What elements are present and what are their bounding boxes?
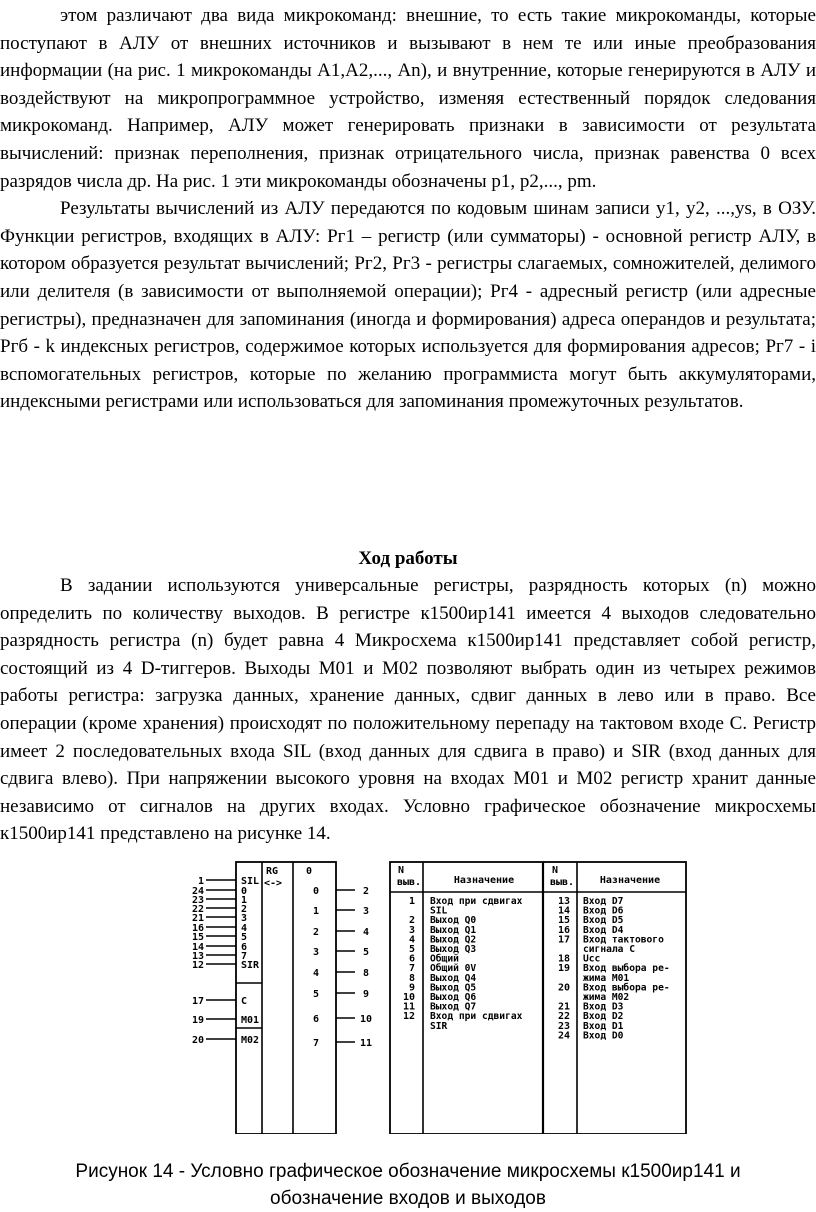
pin-number-22: 22: [557, 1011, 570, 1023]
pin-purpose-17-cont: сигнала С: [583, 944, 635, 955]
pin-purpose-15: Вход D5: [583, 915, 624, 927]
pin-number-12: 12: [402, 1011, 415, 1023]
input-pin-16: 16: [191, 923, 204, 934]
pin-number-11: 11: [402, 1001, 415, 1013]
input-pin-14: 14: [191, 942, 204, 953]
pin-purpose-2: Выход Q0: [430, 915, 477, 927]
output-pin-10: 10: [359, 1014, 373, 1025]
pin-purpose-4: Выход Q2: [430, 934, 477, 946]
header-num-left: выв.: [397, 877, 422, 888]
pin-number-23: 23: [557, 1020, 570, 1032]
output-pin-2: 2: [362, 886, 370, 897]
pin-purpose-9: Выход Q5: [430, 982, 477, 994]
input-pin-1: 1: [197, 876, 204, 887]
pin-purpose-19-cont: жима М01: [583, 972, 630, 984]
pin-purpose-20: Вход выбора ре-: [583, 982, 670, 994]
pin-purpose-20-cont: жима М02: [583, 992, 630, 1003]
pin-number-4: 4: [408, 934, 415, 946]
input-label-21: 3: [241, 913, 248, 924]
pin-number-24: 24: [557, 1030, 570, 1042]
input-pin-20: 20: [191, 1035, 204, 1046]
pin-purpose-12: Вход при сдвигах: [430, 1011, 523, 1023]
pin-purpose-10: Выход Q6: [430, 992, 477, 1003]
pin-purpose-13: Вход D7: [583, 896, 624, 907]
paragraph-2: Результаты вычислений из АЛУ передаются по кодовым шинам записи у1, у2, ...,ys, в ОЗУ. Функции регистров, входящих в АЛУ: Рг1 – регистр (или сумматоры) - основной регистр АЛУ, в котором образуется результат вычислений; Рг2, Рг3 - регистры слагаемых, сомножителей, делимого или делителя (в зависимости от выполняемой операции); Рг4 - адресный регистр (или адресные регистры), предназначен для запоминания (иногда и формирования) адреса операндов и результата; Ргб - k индексных регистров, содержимое которых используется для формирования адресов; Рг7 - i вспомогательных регистров, которые по желанию программиста могут быть аккумуляторами, индексными регистрами или использоваться для запоминания промежуточных результатов.: [0, 198, 816, 413]
pin-purpose-7: Общий 0V: [430, 963, 477, 975]
pin-purpose-19: Вход выбора ре-: [583, 963, 670, 975]
output-bit-2: 2: [312, 927, 320, 938]
input-pin-24: 24: [191, 886, 204, 897]
input-pin-21: 21: [191, 913, 204, 924]
output-bit-5: 5: [312, 989, 320, 1000]
input-label-14: 6: [241, 942, 248, 953]
pin-purpose-23: Вход D1: [583, 1020, 624, 1032]
pin-purpose-1-cont: SIL: [430, 905, 448, 917]
pin-number-18: 18: [557, 953, 570, 965]
pin-purpose-11: Выход Q7: [430, 1001, 477, 1013]
header-purpose-left: Назначение: [453, 875, 515, 886]
caption-line-2: обозначение входов и выходов: [270, 1188, 546, 1209]
pin-number-20: 20: [557, 982, 570, 994]
input-label-1: SIL: [241, 876, 260, 887]
output-bit-7: 7: [312, 1038, 320, 1049]
input-label-15: 5: [241, 932, 248, 943]
paragraph-3: В задании используются универсальные регистры, разрядность которых (n) можно определить по количеству выходов. В регистре к1500ир141 имеется 4 выходов следовательно разрядность регистра (n) будет равна 4 Микросхема к1500ир141 представляет собой регистр, состоящий из 4 D-тиггеров. Выходы М01 и М02 позволяют выбрать один из четырех режимов работы регистра: загрузка данных, хранение данных, сдвиг данных в лево или в право. Все операции (кроме хранения) происходят по положительному перепаду на тактовом входе С. Регистр имеет 2 последовательных входа SIL (вход данных для сдвига в право) и SIR (вход данных для сдвига влево). При напряжении высокого уровня на входах М01 и М02 регистр хранит данные независимо от сигналов на других входах. Условно графическое обозначение микросхемы к1500ир141 представлено на рисунке 14.: [0, 575, 816, 845]
register-symbol-box: [236, 862, 336, 1134]
pin-number-19: 19: [557, 963, 570, 975]
pin-purpose-12-cont: SIR: [430, 1020, 448, 1032]
output-pin-8: 8: [362, 968, 370, 979]
output-pin-9: 9: [362, 989, 370, 1000]
pin-purpose-17: Вход тактового: [583, 934, 664, 946]
pin-purpose-16: Вход D4: [583, 924, 624, 936]
pin-purpose-5: Выход Q3: [430, 944, 477, 955]
header-n-right: N: [552, 865, 559, 876]
input-pin-12: 12: [191, 960, 204, 971]
body-text-top: [0, 2, 816, 416]
pin-purpose-22: Вход D2: [583, 1011, 624, 1023]
input-label-22: 2: [241, 904, 248, 915]
output-bit-3: 3: [312, 947, 320, 958]
figure-caption: [0, 1158, 816, 1212]
header-n-left: N: [398, 865, 405, 876]
output-bit-0: 0: [312, 886, 320, 897]
output-bit-1: 1: [312, 906, 320, 917]
input-label-17: C: [241, 996, 248, 1007]
section-heading: Ход работы: [358, 548, 458, 569]
pin-purpose-14: Вход D6: [583, 905, 624, 917]
pin-purpose-21: Вход D3: [583, 1001, 624, 1013]
pin-purpose-6: Общий: [430, 953, 459, 965]
outputs-header: 0: [306, 866, 313, 877]
pin-purpose-24: Вход D0: [583, 1030, 624, 1042]
header-num-right: выв.: [550, 877, 575, 888]
output-pin-4: 4: [362, 927, 370, 938]
input-label-16: 4: [241, 923, 248, 934]
input-pin-15: 15: [191, 932, 204, 943]
pin-purpose-3: Выход Q1: [430, 924, 477, 936]
input-label-20: M02: [241, 1035, 260, 1046]
pin-number-14: 14: [557, 905, 570, 917]
pin-number-8: 8: [408, 972, 415, 984]
pin-number-13: 13: [557, 896, 570, 907]
pin-purpose-8: Выход Q4: [430, 972, 477, 984]
input-label-23: 1: [241, 895, 248, 906]
input-pin-22: 22: [191, 904, 204, 915]
input-pin-13: 13: [191, 951, 204, 962]
rg-arrow-label: <->: [264, 878, 283, 889]
input-pin-19: 19: [191, 1015, 204, 1026]
output-bit-6: 6: [312, 1014, 320, 1025]
header-purpose-right: Назначение: [599, 875, 661, 886]
pin-number-7: 7: [408, 963, 415, 975]
output-pin-3: 3: [362, 906, 370, 917]
pin-number-6: 6: [408, 953, 415, 965]
output-pin-11: 11: [359, 1038, 373, 1049]
pin-number-5: 5: [408, 944, 415, 955]
caption-line-1: Рисунок 14 - Условно графическое обозначение микросхемы к1500ир141 и: [75, 1161, 741, 1182]
pin-purpose-1: Вход при сдвигах: [430, 896, 523, 907]
pin-number-10: 10: [402, 992, 415, 1003]
pin-number-3: 3: [408, 924, 415, 936]
pin-number-16: 16: [557, 924, 570, 936]
pin-number-2: 2: [408, 915, 415, 927]
input-pin-17: 17: [191, 996, 204, 1007]
output-pin-5: 5: [362, 947, 370, 958]
pin-number-1: 1: [408, 896, 415, 907]
pin-purpose-18: Ucc: [583, 953, 601, 965]
input-label-19: M01: [241, 1015, 260, 1026]
pin-number-17: 17: [557, 934, 570, 946]
paragraph-1: этом различают два вида микрокоманд: внешние, то есть такие микрокоманды, которые поступают в АЛУ от внешних источников и вызывают в нем те или иные преобразования информации (на рис. 1 микрокоманды А1,А2,..., Аn), и внутренние, которые генерируются в АЛУ и воздействуют на микропрограммное устройство, изменяя естественный порядок следования микрокоманд. Например, АЛУ может генерировать признаки в зависимости от результата вычислений: признак переполнения, признак отрицательного числа, признак равенства 0 всех разрядов числа др. На рис. 1 эти микрокоманды обозначены р1, р2,..., pm.: [0, 5, 816, 192]
input-label-12: SIR: [241, 960, 260, 971]
pin-number-21: 21: [557, 1001, 570, 1013]
rg-label: RG: [266, 866, 279, 877]
pin-number-9: 9: [408, 982, 415, 994]
body-text-bottom: [0, 572, 816, 848]
figure-14: [0, 858, 816, 1134]
input-label-13: 7: [241, 951, 248, 962]
input-pin-23: 23: [191, 895, 204, 906]
pin-number-15: 15: [557, 915, 570, 927]
output-bit-4: 4: [312, 968, 320, 979]
input-label-24: 0: [241, 886, 248, 897]
